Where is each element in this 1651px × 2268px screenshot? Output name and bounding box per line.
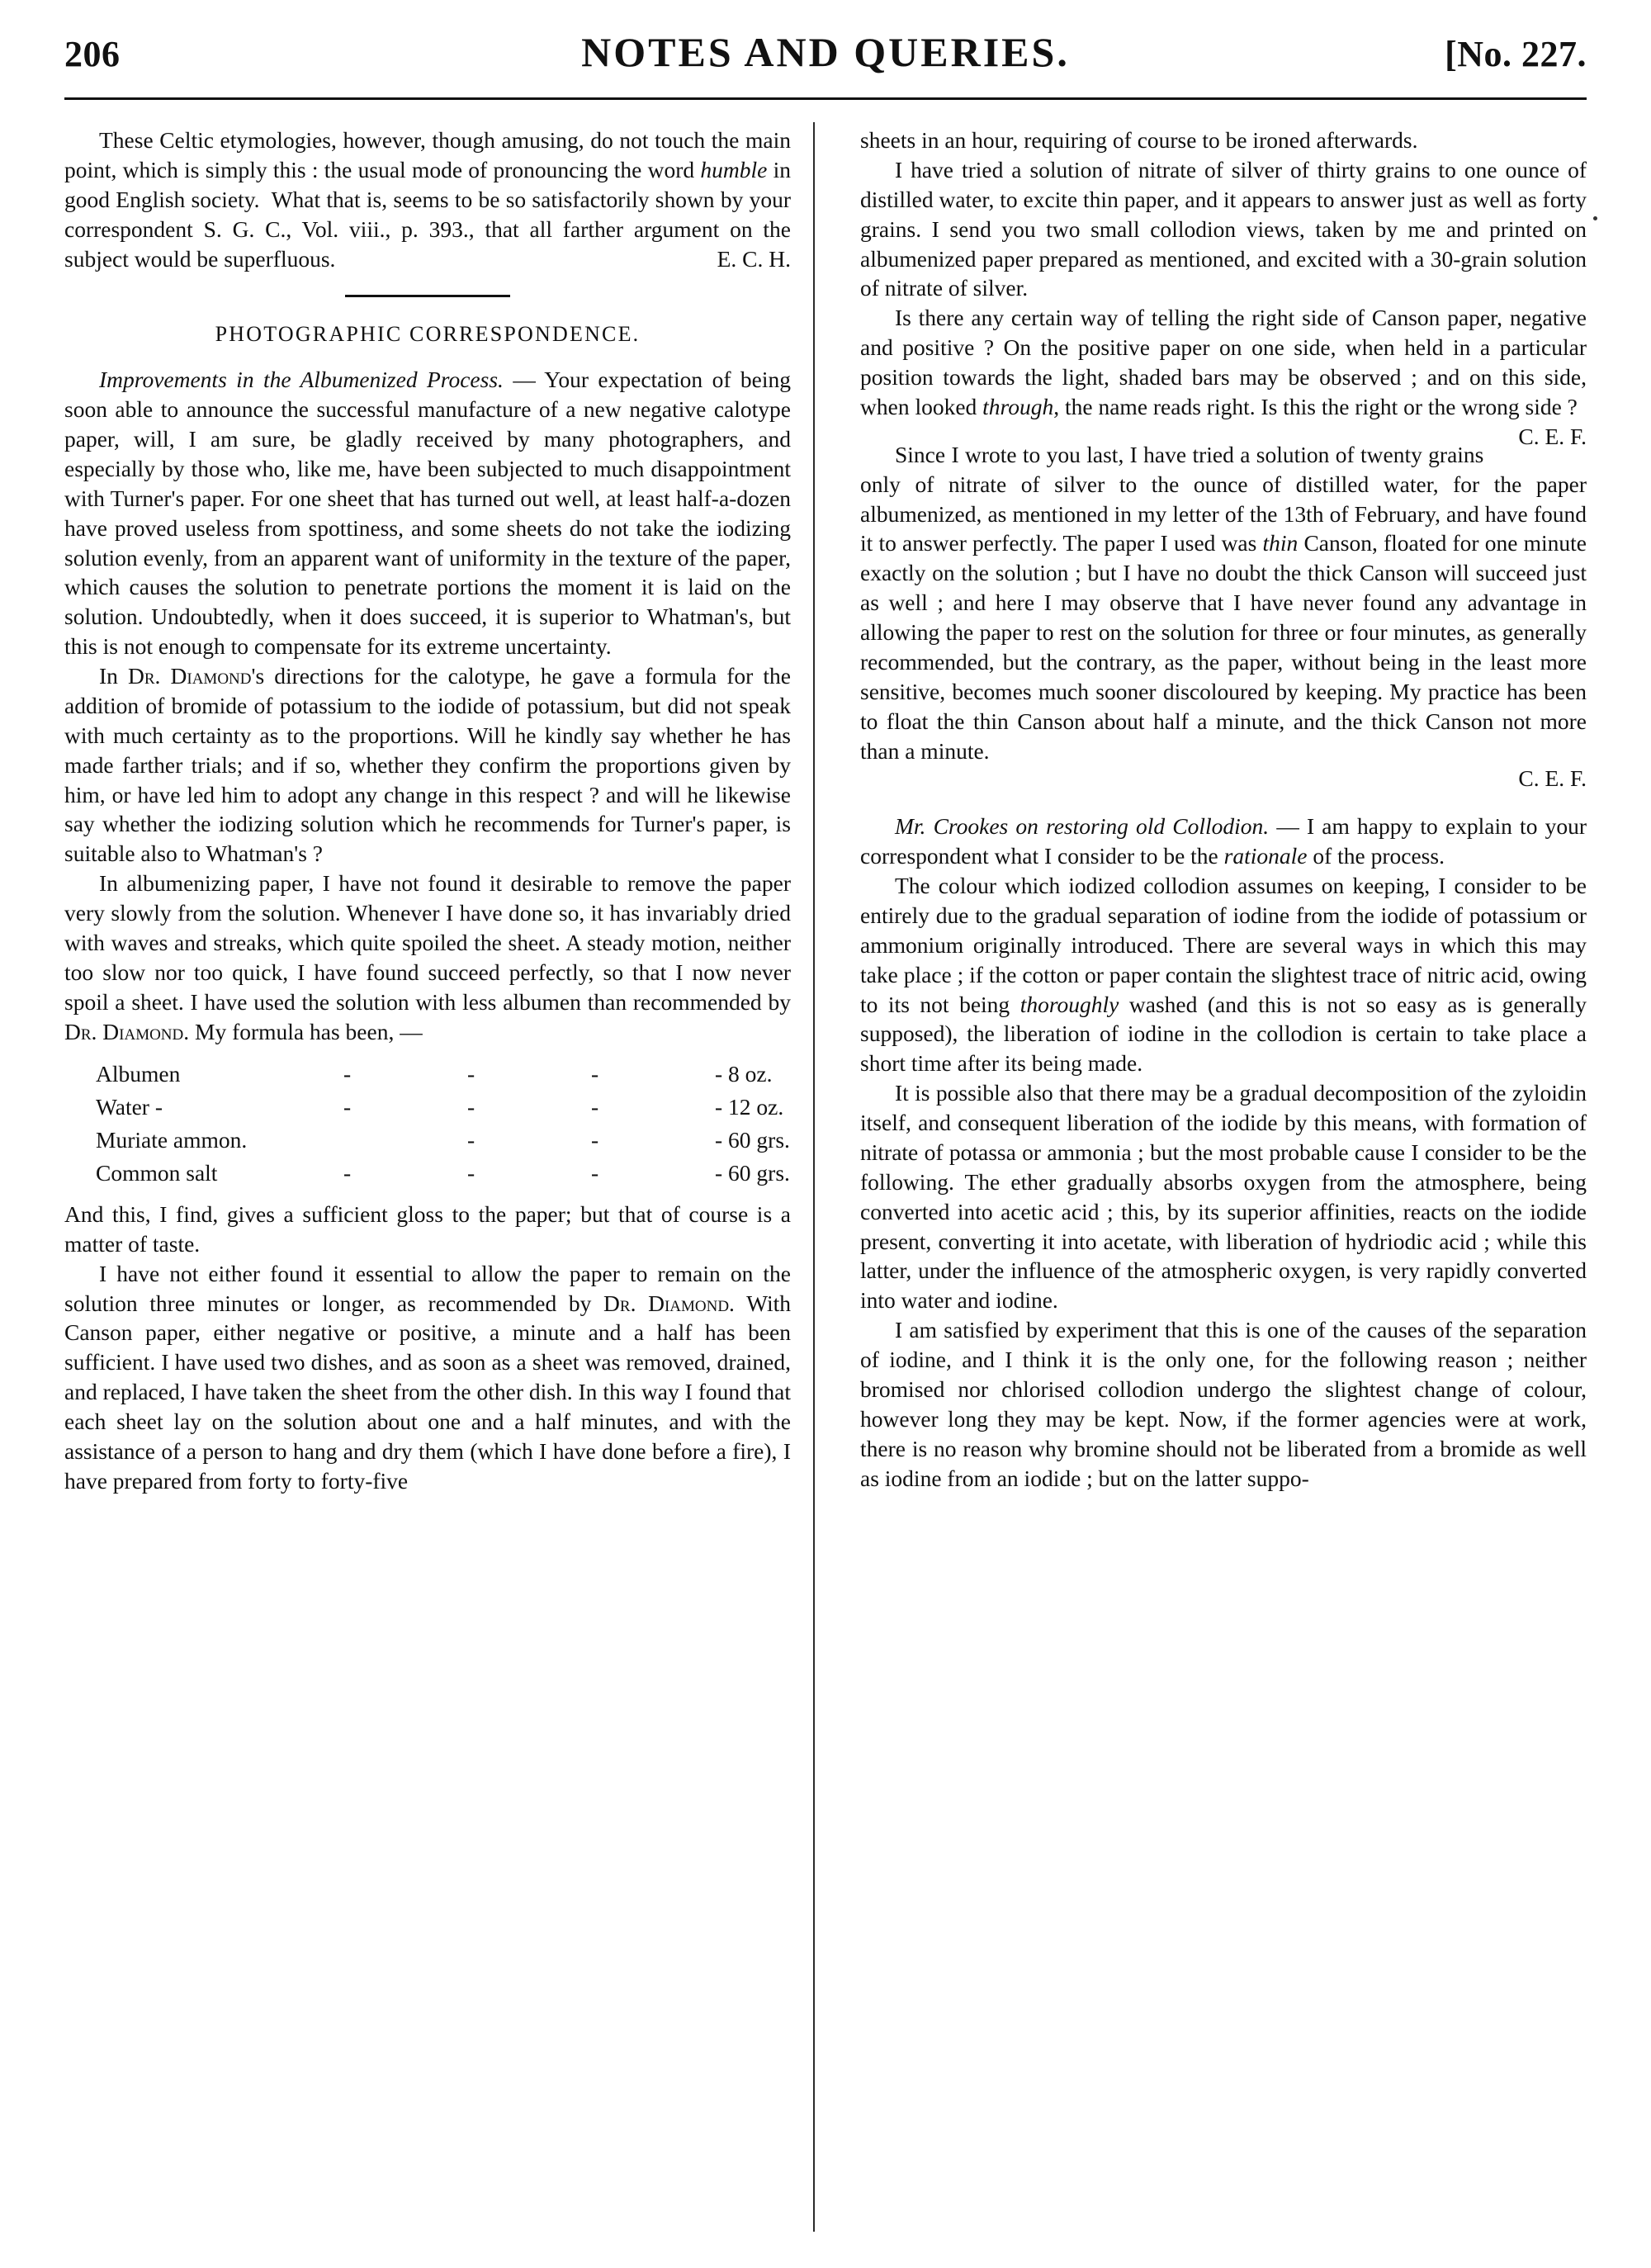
left-column xyxy=(64,125,791,1496)
paragraph: Is there any certain way of telling the right side of Canson paper, negative and positive ? On the positive paper on one side, when held in a particular position towards the light, shaded bars may be observed ; and on this side, when looked through, the name reads right. Is this the right or the wrong side ? C. E. F. xyxy=(860,303,1587,422)
paragraph: In Dr. Diamond's directions for the calotype, he gave a formula for the addition of bromide of potassium to the iodide of potassium, but did not speak with much certainty as to the proportions. Will he kindly say whether he has made farther trials; and if so, whether they confirm the proportions given by him, or have led him to adopt any change in this respect ? and will he likewise say whether the iodizing solution which he recommends for Turner's paper, is suitable also to Whatman's ? xyxy=(64,663,791,867)
ingredient-amount: - 8 oz. xyxy=(715,1061,773,1087)
header-rule xyxy=(64,97,1587,100)
ingredient-amount: - 60 grs. xyxy=(715,1127,790,1153)
paragraph: In albumenizing paper, I have not found it desirable to remove the paper very slowly from the solution. Whenever I have done so, it has invariably dried with waves and streaks, which quite spoiled the sheet. A steady motion, neither too slow nor too quick, I have found succeed perfectly, so that I now never spoil a sheet. I have used the solution with less albumen than recommended by Dr. Diamond. My formula has been, — xyxy=(64,870,791,1044)
paragraph: I am satisfied by experiment that this is one of the causes of the separation of iodine, and I think it is the only one, for the following reason ; neither bromised nor chlorised collodion undergo the slightest change of colour, however long they may be kept. Now, if the former agencies were at work, there is no reason why bromine should not be liberated from a bromide as well as iodine from an iodide ; but on the latter suppo- xyxy=(860,1317,1587,1491)
small-caps-name: Dr. Diamond. xyxy=(64,1018,190,1044)
formula-table xyxy=(64,1058,791,1190)
table-row xyxy=(64,1091,791,1124)
ingredient-name: Muriate ammon. xyxy=(96,1127,248,1153)
italic-word: through xyxy=(982,393,1054,419)
small-caps-name: Dr. Diamond. xyxy=(603,1290,735,1316)
italic-word: thoroughly xyxy=(1019,991,1119,1017)
italic-word: thin xyxy=(1262,530,1299,556)
em-dash: — xyxy=(1269,813,1307,840)
paragraph xyxy=(64,365,791,661)
paragraph: I have not either found it essential to allow the paper to remain on the solution three minutes or longer, as recommended by Dr. Diamond. With Canson paper, either negative or positive, a minute and a half has been sufficient. I have used two dishes, and as soon as a sheet was removed, drained, and replaced, I have taken the sheet from the other dish. In this way I found that each sheet lay on the solution about one and a half minutes, and with the assistance of a person to hang and dry them (which I have done before a fire), I have prepared from forty to forty-five xyxy=(64,1260,791,1494)
em-dash: — xyxy=(503,367,545,393)
paragraph: And this, I find, gives a sufficient gloss to the paper; but that of course is a matter of taste. xyxy=(64,1200,791,1257)
leader-dash xyxy=(343,1124,467,1157)
paragraph: sheets in an hour, requiring of course to be ironed afterwards. xyxy=(860,127,1418,153)
paragraph: Since I wrote to you last, I have tried a solution of twenty grains only of nitrate of silver to the ounce of distilled water, for the paper albumenized, as mentioned in my letter of the 13th of February, and have found it to answer perfectly. The paper I used was thin Canson, floated for one minute exactly on the solution ; but I have no doubt the thick Canson will succeed just as well ; and here I may observe that I have never found any advantage in allowing the paper to rest on the solution for three or four minutes, as generally recommended, but the contrary, as the paper, without being in the least more sensitive, becomes much sooner discoloured by keeping. My practice has been to float the thin Canson about half a minute, and the thick Canson not more than a minute. xyxy=(860,441,1587,764)
leader-dash: - xyxy=(467,1094,475,1120)
italic-word: humble xyxy=(700,156,768,182)
paragraph: These Celtic etymologies, however, though amusing, do not touch the main point, which is simply this : the usual mode of pronouncing the word humble in good English society. What that is, seems to be so satisfactorily shown by your correspondent S. G. C., Vol. viii., p. 393., that all farther argument on the subject would be superfluous. E. C. H. xyxy=(64,125,791,273)
paragraph-text: Your expectation of being soon able to announce the successful manufacture of a new negative calotype paper, will, I am sure, be gladly received by many photographers, and especially by those who, like me, have been subjected to much disappointment with Turner's paper. For one sheet that has turned out well, at least half-a-dozen have proved useless from spottiness, and some sheets do not take the iodizing solution evenly, from an apparent want of uniformity in the texture of the paper, which causes the solution to penetrate portions the moment it is laid on the solution. Undoubtedly, when it does succeed, it is superior to Whatman's, but this is not enough to compensate for its extreme uncertainty. xyxy=(64,367,792,660)
leader-dash: - xyxy=(343,1160,352,1186)
signature: E. C. H. xyxy=(717,245,791,272)
leader-dash: - xyxy=(343,1061,352,1087)
issue-number: [No. 227. xyxy=(1445,34,1587,74)
italic-word: rationale xyxy=(1223,843,1308,869)
ingredient-name: Albumen xyxy=(96,1061,181,1087)
paragraph: Mr. Crookes on restoring old Collodion. — I am happy to explain to your correspondent what I consider to be the rationale of the process. xyxy=(860,813,1587,869)
ingredient-amount: - 12 oz. xyxy=(715,1094,784,1120)
paragraph: The colour which iodized collodion assumes on keeping, I consider to be entirely due to the gradual separation of iodine from the iodide of potassium or ammonium originally introduced. There are several ways in which this may take place ; if the cotton or paper contain the slightest trace of nitric acid, owing to its not being thoroughly washed (and this is not so easy as is generally supposed), the liberation of iodine in the collodion is certain to take place a short time after its being made. xyxy=(860,873,1587,1077)
ingredient-name: Common salt xyxy=(96,1160,218,1186)
leader-dash: - xyxy=(591,1127,599,1153)
table-row xyxy=(64,1058,791,1091)
leader-dash: - xyxy=(591,1094,599,1120)
small-caps-name: Dr. Diamond xyxy=(128,663,252,689)
signature: C. E. F. xyxy=(1518,423,1587,449)
leader-dash: - xyxy=(591,1061,599,1087)
paragraph: I have tried a solution of nitrate of silver of thirty grains to one ounce of distilled water, to excite thin paper, and it appears to answer just as well as forty grains. I send you two small collodion views, taken by me and printed on albumenized paper prepared as mentioned, and excited with a 30-grain solution of nitrate of silver. xyxy=(860,156,1587,301)
leader-dash: - xyxy=(467,1061,475,1087)
running-title: NOTES AND QUERIES. xyxy=(581,29,1070,75)
page-speck xyxy=(1593,216,1597,220)
leader-dash: - xyxy=(343,1094,352,1120)
table-row xyxy=(64,1124,791,1157)
section-divider-rule xyxy=(345,295,510,297)
section-heading: PHOTOGRAPHIC CORRESPONDENCE. xyxy=(215,322,641,347)
article-title: Mr. Crookes on restoring old Collodion. xyxy=(895,813,1270,840)
ingredient-amount: - 60 grs. xyxy=(715,1160,790,1186)
signature: C. E. F. xyxy=(1518,765,1587,792)
leader-dash: - xyxy=(467,1160,475,1186)
leader-dash: - xyxy=(591,1160,599,1186)
ingredient-name: Water - xyxy=(96,1094,163,1120)
leader-dash: - xyxy=(467,1127,475,1153)
table-row xyxy=(64,1157,791,1190)
article-title: Improvements in the Albumenized Process. xyxy=(99,367,504,393)
page-header xyxy=(64,28,1587,79)
column-divider xyxy=(813,122,815,2232)
page-number: 206 xyxy=(64,34,121,74)
paragraph: It is possible also that there may be a gradual decomposition of the zyloidin itself, and consequent liberation of the iodide by this means, with formation of nitrate of potassa or ammonia ; but the most probable cause I consider to be the following. The ether gradually absorbs oxygen from the atmosphere, being converted into acetic acid ; this, by its superior affinities, reacts on the iodide present, converting it into acetate, with liberation of hydriodic acid ; while this latter, under the influence of the atmospheric oxygen, is very rapidly converted into water and iodine. xyxy=(860,1080,1587,1314)
right-column xyxy=(860,125,1587,1493)
